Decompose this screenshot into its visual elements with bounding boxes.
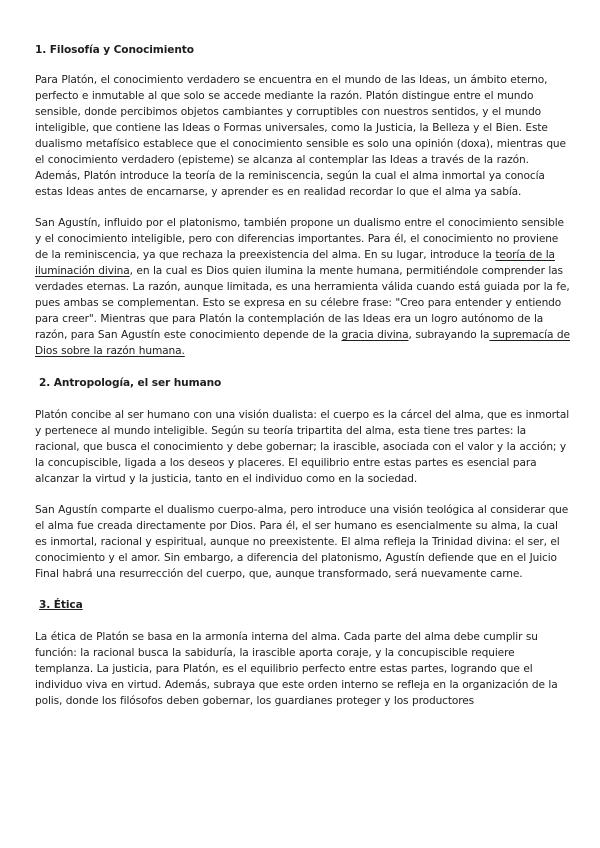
paragraph-platon-ser-humano: Platón concibe al ser humano con una visión dualista: el cuerpo es la cárcel del alma, que es inmortal y pertenece al mundo inteligible. Según su teoría tripartita del alma, esta tiene tres partes: la racional, que busca el conocimiento y debe gobernar; la irascible, asociada con el valor y la acción; y la concupiscible, ligada a los deseos y placeres. El equilibrio entre estas partes es esencial para alcanzar la virtud y la justicia, tanto en el individuo como en la sociedad. bbox=[35, 409, 570, 485]
text-run: San Agustín, influido por el platonismo, también propone un dualismo entre el conocimiento sensible y el conocimiento inteligible, pero con diferencias importantes. Para él, el conocimiento no proviene de la reminiscencia, ya que rechaza la preexistencia del alma. En su lugar, introduce la bbox=[35, 217, 564, 261]
section-title-filosofia: 1. Filosofía y Conocimiento bbox=[35, 44, 194, 56]
text-run: , en la cual es Dios quien ilumina la mente humana, permitiéndole comprender las verdades eternas. La razón, aunque limitada, es una herramienta válida cuando está guiada por la fe, pues ambas se complementan. Esto se expresa en su célebre frase: "Creo para entender y entiendo para creer". Mientras que para Platón la contemplación de las Ideas era un logro autónomo de la razón, para San Agustín este conocimiento depende de la bbox=[35, 265, 570, 341]
paragraph-agustin-conocimiento bbox=[35, 215, 570, 359]
section-title-antropologia: 2. Antropología, el ser humano bbox=[39, 377, 222, 389]
paragraph-platon-conocimiento: Para Platón, el conocimiento verdadero se encuentra en el mundo de las Ideas, un ámbito eterno, perfecto e inmutable al que solo se accede mediante la razón. Platón distingue entre el mundo sensible, donde percibimos objetos cambiantes y corruptibles con nuestros sentidos, y el mundo inteligible, que contiene las Ideas o Formas universales, como la Justicia, la Belleza y el Bien. Este dualismo metafísico establece que el conocimiento sensible es solo una opinión (doxa), mientras que el conocimiento verdadero (episteme) se alcanza al contemplar las Ideas a través de la razón. Además, Platón introduce la teoría de la reminiscencia, según la cual el alma inmortal ya conocía estas Ideas antes de encarnarse, y aprender es en realidad recordar lo que el alma ya sabía. bbox=[35, 74, 566, 198]
paragraph-platon-etica: La ética de Platón se basa en la armonía interna del alma. Cada parte del alma debe cumplir su función: la racional busca la sabiduría, la irascible aporta coraje, y la concupiscible requiere templanza. La justicia, para Platón, es el equilibrio perfecto entre estas partes, logrando que el individuo viva en virtud. Además, subraya que este orden interno se refleja en la organización de la polis, donde los filósofos deben gobernar, los guardianes proteger y los productores bbox=[35, 631, 558, 707]
link-gracia-divina[interactable]: gracia divina bbox=[341, 329, 409, 341]
text-run: , subrayando la bbox=[408, 329, 490, 341]
link-teoria-iluminacion[interactable]: teoría de la iluminación divina bbox=[35, 249, 555, 277]
paragraph-agustin-ser-humano: San Agustín comparte el dualismo cuerpo-alma, pero introduce una visión teológica al considerar que el alma fue creada directamente por Dios. Para él, el ser humano es esencialmente su alma, la cual es inmortal, racional y espiritual, aunque no preexistente. El alma refleja la Trinidad divina: el ser, el conocimiento y el amor. Sin embargo, a diferencia del platonismo, Agustín defiende que en el Juicio Final habrá una resurrección del cuerpo, que, aunque transformado, será nuevamente carne. bbox=[35, 504, 569, 580]
link-supremacia-dios[interactable]: supremacía de Dios sobre la razón humana. bbox=[35, 329, 570, 357]
section-title-etica: 3. Ética bbox=[39, 599, 83, 611]
